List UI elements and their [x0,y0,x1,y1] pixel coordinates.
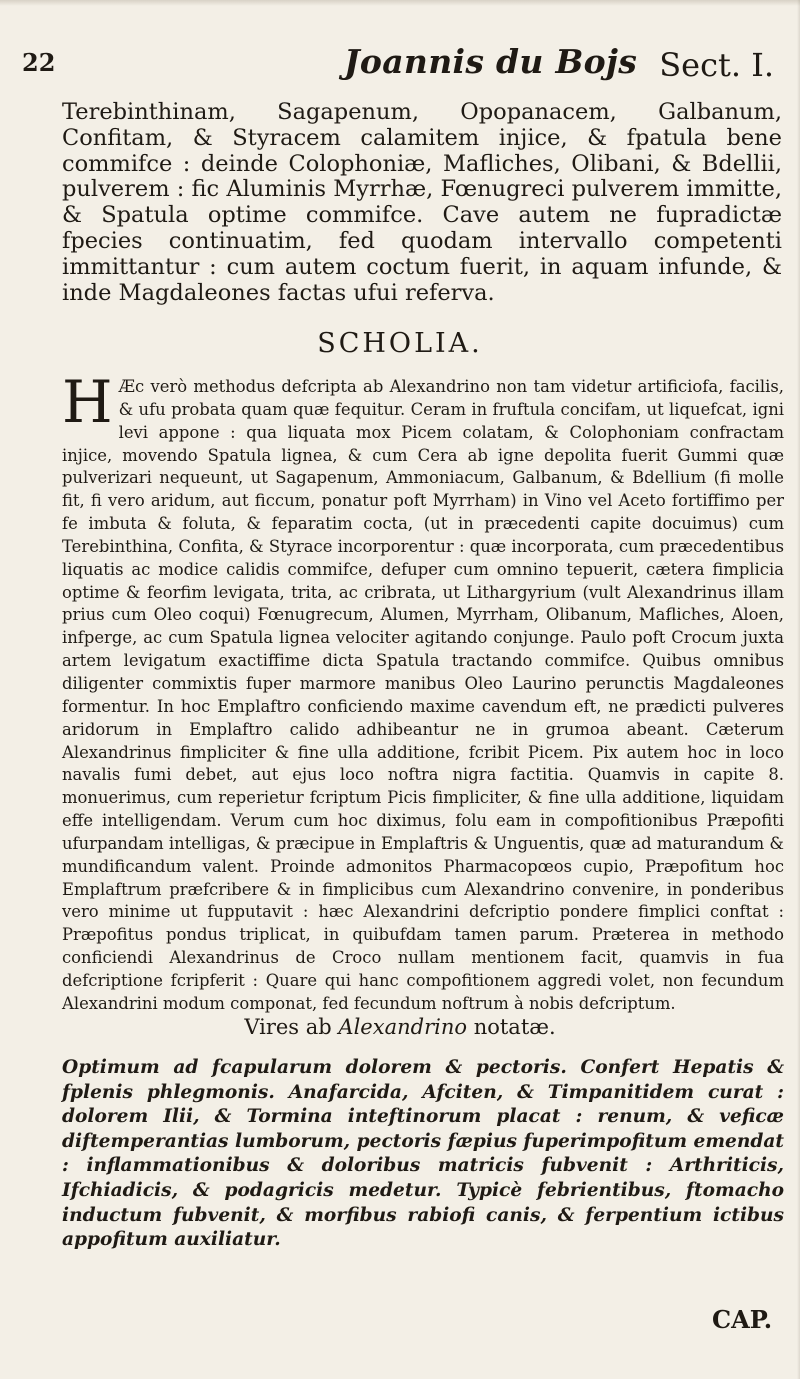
catchword: CAP. [712,1305,773,1334]
recipe-paragraph: Terebinthinam, Sagapenum, Opopanacem, Galbanum, Confitam, & Styracem calamitem injice, & fpatula bene commifce : deinde Colophoniæ, Mafliches, Olibani, & Bdellii, pulverem : fic Aluminis Myrrhæ, Fœnugreci pulverem immitte, & Spatula optime commifce. Cave autem ne fupradictæ fpecies continuatim, fed quodam intervallo competenti immittantur : cum autem coctum fuerit, in aquam infunde, & inde Magdaleones factas ufui referva. [62,99,782,306]
scholia-paragraph [62,368,784,1016]
drop-cap: H [62,368,113,436]
recipe-text [62,100,782,306]
running-head-section: Sect. I. [659,46,774,84]
page-number: 22 [22,48,56,77]
scholia-text [62,368,784,1016]
vires-heading [0,1015,800,1039]
running-head [20,42,780,86]
scholia-body: Æc verò methodus defcripta ab Alexandrino non tam videtur artificiofa, facilis, & ufu probata quam quæ fequitur. Ceram in fruftula concifam, ut liquefcat, igni levi appone : qua liquata mox Picem colatam, & Colophoniam confractam injice, movendo Spatula lignea, & cum Cera ab igne depolita fuerit Gummi quæ pulverizari nequeunt, ut Sagapenum, Ammoniacum, Galbanum, & Bdellium (fi molle fit, fi vero aridum, aut ficcum, ponatur poft Myrrham) in Vino vel Aceto fortiffimo per fe imbuta & foluta, & feparatim cocta, (ut in præcedenti capite docuimus) cum Terebinthina, Confita, & Styrace incorporentur : quæ incorporata, cum præcedentibus liquatis ac modice calidis commifce, defuper cum omnino tepuerit, cætera fimplicia optime & feorfim levigata, trita, ac cribrata, ut Lithargyrium (vult Alexandrinus illam prius cum Oleo coqui) Fœnugrecum, Alumen, Myrrham, Olibanum, Mafliches, Aloen, infperge, ac cum Spatula lignea velociter agitando conjunge. Paulo poft Crocum juxta artem levigatum exactiffime dicta Spatula tractando commifce. Quibus omnibus diligenter commixtis fuper marmore manibus Oleo Laurino perunctis Magdaleones formentur. In hoc Emplaftro conficiendo maxime cavendum eft, ne prædicti pulveres aridorum in Emplaftro calido adhibeantur ne in grumoa abeant. Cæterum Alexandrinus fimpliciter & fine ulla additione, fcribit Picem. Pix autem hoc in loco navalis fumi debet, aut ejus loco noftra nigra factitia. Quamvis in capite 8. monuerimus, cum reperietur fcriptum Picis fimpliciter, & fine ulla additione, liquidam effe intelligendam. Verum cum hoc diximus, folu eam in compofitionibus Præpofiti ufurpandam intelligas, & præcipue in Emplaftris & Unguentis, quæ ad maturandum & mundificandum valent. Proinde admonitos Pharmacopœos cupio, Præpofitum hoc Emplaftrum præfcribere & in fimplicibus cum Alexandrino convenire, in ponderibus vero minime ut fupputavit : hæc Alexandrini defcriptio pondere fimplici conftat : Præpofitus pondus triplicat, in quibufdam tamen parum. Præterea in methodo conficiendi Alexandrinus de Croco nullam mentionem facit, quamvis in fua defcriptione fcripferit : Quare qui hanc compofitionem aggredi volet, non fecundum Alexandrini modum componat, fed fecundum noftrum à nobis defcriptum. [62,377,784,1013]
running-head-author: Joannis du Bojs [344,42,638,81]
vires-paragraph: Optimum ad fcapularum dolorem & pectoris. Confert Hepatis & fplenis phlegmonis. Anafarcida, Afciten, & Timpanitidem curat : dolorem Ilii, & Tormina inteftinorum placat : renum, & veficæ diftemperantias lumborum, pectoris fæpius fuperimpofitum emendat : inflammationibus & doloribus matricis fubvenit : Arthriticis, Ifchiadicis, & podagricis medetur. Typicè febrientibus, ftomacho inductum fubvenit, & morfibus rabiofi canis, & ferpentium ictibus appofitum auxiliatur. [62,1057,784,1251]
vires-heading-suffix: notatæ. [473,1015,556,1039]
vires-heading-name: Alexandrino [338,1015,467,1039]
page-edge-shadow [0,0,800,6]
scholia-heading: SCHOLIA. [317,328,483,359]
vires-heading-prefix: Vires ab [244,1015,332,1039]
vires-text [62,1056,784,1253]
